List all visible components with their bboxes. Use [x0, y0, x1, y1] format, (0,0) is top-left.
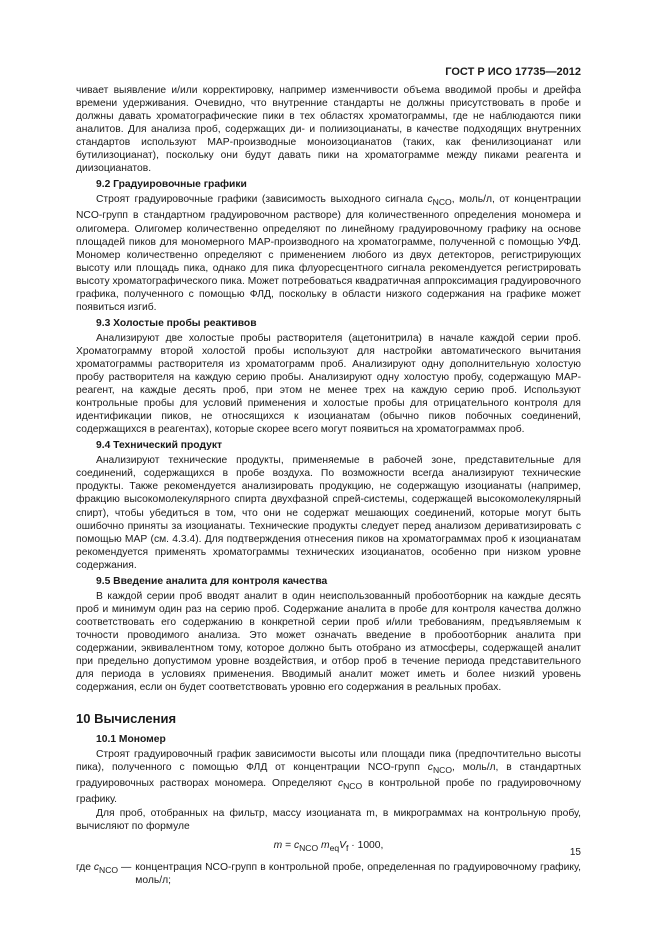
text-run: где [76, 861, 94, 873]
var-c: c [427, 762, 433, 774]
formula-legend [76, 861, 581, 887]
var-c: c [93, 861, 100, 873]
section-9-3-heading: 9.3 Холостые пробы реактивов [96, 317, 257, 329]
subscript-nco: NCO [432, 197, 452, 208]
legend-text: концентрация NCO-групп в контрольной пробе, определенная по градуировочному графику, моль/л; [135, 861, 581, 886]
var-c: c [293, 839, 300, 851]
text-run: , моль/л, в стандартных градуировочных растворах мономера. Определяют [76, 762, 581, 790]
equals-sign: = [282, 839, 294, 851]
paragraph-9-3: Анализируют две холостые пробы растворителя (ацетонитрила) в начале каждой серии проб. Хроматограмму второй холостой пробы используют для настройки автоматического вычитания хроматограммы растворителя из хроматограмм проб. Анализируют одну дополнительную холостую пробу растворителя на каждую серию пробы. Анализируют одну холостую пробу, содержащую МАР-реагент, на каждые десять проб, при этом не менее трех на каждую серию проб. Используют контрольные пробы для условий применения и холостые пробы для отрицательного контроля для идентификации пиков, не относящихся к изоцианатам (обычно пиков побочных соединений, содержащихся в реагентах), которые скорее всего могут появиться на хроматограммах проб. [76, 332, 581, 436]
var-m: m [273, 839, 283, 851]
subscript-f: f [346, 842, 349, 853]
var-meq: m [321, 839, 330, 851]
text-run: , моль/л, от концентрации NCO-групп в стандартном градуировочном растворе) для количественного определения мономера и олигомера. Олигомер количественно определяют по линейному градуировочному графику на основе площадей пиков для мономерного МАР-производного на хроматограмме, полученной с помощью УФД. Мономер количественно определяют с применением любого из двух детекторов, регистрирующих высоту или площадь пика, однако для пика флуоресцентного сигнала рекомендуется регистрировать высоту хроматографического пика. Может потребоваться квадратичная аппроксимация градуировочного графика, полученного с помощью ФЛД, поскольку в области низкого содержания на графике может появиться изгиб. [76, 194, 581, 313]
paragraph-9-2 [76, 193, 581, 313]
subscript-nco: NCO [99, 864, 119, 875]
formula-tail: · 1000, [348, 839, 384, 851]
paragraph-10-1-filter: Для проб, отобранных на фильтр, массу изоцианата m, в микрограммах на контрольную пробу, вычисляют по формуле [76, 807, 581, 832]
section-9-4-heading: 9.4 Технический продукт [96, 440, 223, 452]
legend-label [76, 861, 135, 887]
section-9-5-heading: 9.5 Введение аналита для контроля качества [96, 575, 328, 587]
var-c: c [427, 194, 433, 206]
subscript-nco: NCO [343, 781, 363, 792]
var-c: c [337, 778, 344, 790]
paragraph-intro: чивает выявление и/или корректировку, например изменчивости объема вводимой пробы и дрейфа времени удерживания. Очевидно, что внутренние стандарты не должны присутствовать в пробе и должны давать хроматографические пики в тех областях хроматограммы, где не наблюдаются пики аналитов. Для анализа проб, содержащих ди- и полиизоцианаты, в качестве подходящих внутренних стандартов используют МАР-производные моноизоцианатов (таких, как фенилизоцианат или бутилизоцианат), поскольку они будут давать пики на хроматограмме между пиками реагента и диизоцианатов. [76, 85, 581, 175]
page-number: 15 [569, 847, 581, 858]
text-run: — [118, 861, 132, 873]
paragraph-10-1 [76, 748, 581, 806]
subscript-eq: eq [329, 842, 340, 853]
paragraph-9-4: Анализируют технические продукты, применяемые в рабочей зоне, представительные для соединений, содержащихся в пробе воздуха. По возможности всегда анализируют технические продукты. Также рекомендуется анализировать продукцию, не содержащую изоцианаты (например, фракцию высокомолекулярного спирта двухфазной спрей-системы, содержащей высокомолекулярный спирт), чтобы убедиться в том, что они не содержат мешающих соединений, которые могут быть ошибочно приняты за изоцианаты. Технические продукты следует перед анализом дериватизировать с помощью МАР (см. 4.3.4). Для подтверждения отнесения пиков на хроматограммах проб к изоцианатам рекомендуется применять хроматограммы технических изоцианатов, особенно при низком уровне содержания. [76, 455, 581, 571]
text-run: в контрольной пробе по градуировочному графику. [76, 778, 581, 806]
section-9-2-heading: 9.2 Градуировочные графики [96, 179, 247, 191]
paragraph-9-5: В каждой серии проб вводят аналит в один неиспользованный пробоотборник на каждые десять проб и минимум один раз на серию проб. Содержание аналита в пробе для контроля качества должно соответствовать его содержанию в конкретной серии проб и/или требованиям, предъявляемым к точности проводимого анализа. Это может означать введение в пробоотборник аналита при содержании, эквивалентном тому, которое должно быть отобрано из атмосферы, содержащей аналит при предельно допустимом уровне воздействия, и отбор проб в течение периода представительного для периода в условиях применения. Вводимый аналит может иметь и более низкий уровень содержания, если он будет соответствовать уровню его содержания в реальных пробах. [76, 590, 581, 694]
section-10-heading: 10 Вычисления [76, 711, 177, 727]
section-10-1-heading: 10.1 Мономер [96, 734, 166, 746]
document-header: ГОСТ Р ИСО 17735—2012 [445, 66, 581, 78]
text-run: Строят градуировочный график зависимости высоты или площади пика (предпочтительно высоты пика), полученного с помощью ФЛД от концентрации NCO-групп [76, 749, 581, 774]
formula-mass [76, 839, 581, 855]
var-v: V [339, 839, 347, 851]
text-run: Строят градуировочные графики (зависимость выходного сигнала [96, 194, 428, 206]
subscript-nco: NCO [432, 765, 452, 776]
subscript-nco: NCO [299, 842, 319, 853]
document-body [76, 84, 581, 887]
